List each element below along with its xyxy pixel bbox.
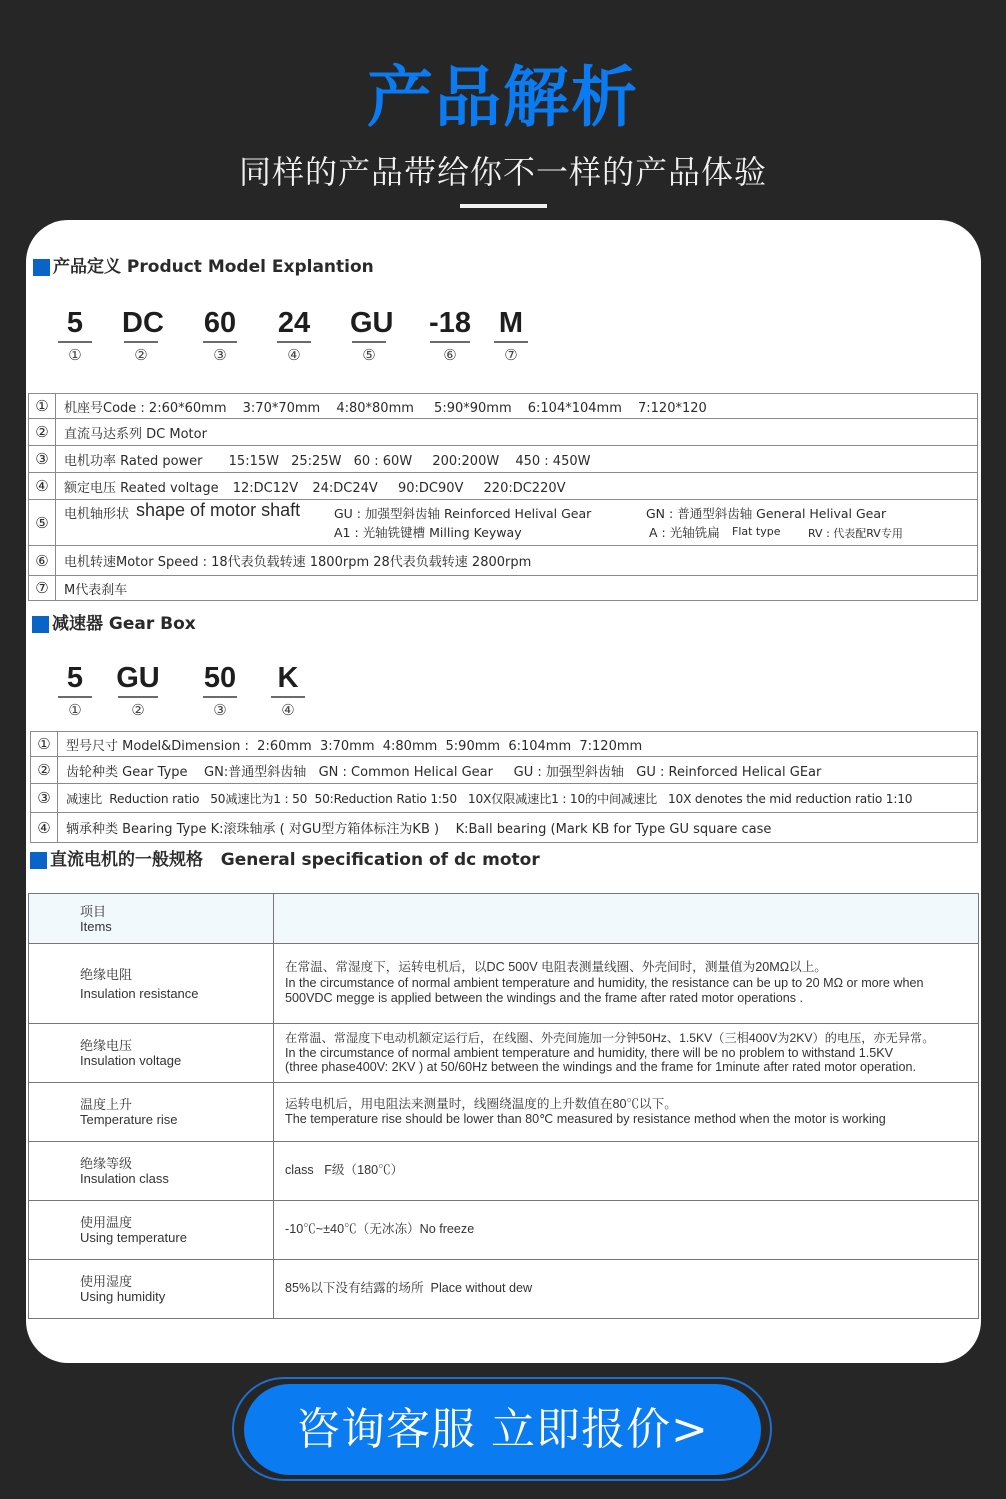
row-content: M代表刹车 [56, 576, 978, 601]
code-value: DC [122, 307, 164, 339]
spec-description: -10℃~±40℃（无冰冻）No freeze [274, 1201, 979, 1260]
spec-item [29, 1024, 274, 1083]
code-value: 5 [66, 662, 84, 694]
row-content [56, 473, 978, 500]
code-index: ② [131, 701, 145, 719]
code-index: ④ [281, 701, 295, 719]
model-code [201, 306, 239, 367]
row-number: ④ [29, 473, 56, 500]
section-title-general-spec [30, 849, 540, 871]
code-index: ② [134, 346, 148, 364]
spec-line: In the circumstance of normal ambient temperature and humidity, there will be no problem to withstand 1.5KV [285, 1045, 894, 1060]
general-spec-table [28, 893, 979, 1319]
spec-item-zh: 绝缘电阻 [80, 966, 133, 982]
header-description [274, 894, 979, 944]
row-part: 5:90*90mm [434, 400, 512, 416]
header-item-en: Items [80, 918, 112, 934]
code-value: K [277, 662, 299, 694]
code-value: 24 [277, 307, 311, 339]
table-row [29, 1083, 979, 1142]
spec-description [274, 1083, 979, 1142]
section-marker-icon [33, 259, 50, 276]
spec-item-en: Insulation class [80, 1171, 169, 1186]
code-value: GU [116, 662, 160, 694]
section-title-text: 减速器 Gear Box [52, 614, 196, 634]
model-code [56, 306, 94, 367]
shaft-option: A : 光轴铣扁 [649, 524, 720, 540]
code-index: ③ [213, 346, 227, 364]
shaft-option: GU : 加强型斜齿轴 Reinforced Helival Gear [334, 505, 592, 521]
spec-line: 在常温、常湿度下电动机额定运行后，在线圈、外壳间施加一分钟50Hz、1.5KV（三相400V为2KV）的电压，亦无异常。 [285, 1031, 935, 1046]
table-row [31, 732, 978, 757]
table-row [31, 757, 978, 784]
gear-code [201, 661, 239, 722]
spec-line: The temperature rise should be lower than 80℃ measured by resistance method when the motor is working [285, 1112, 886, 1126]
section-marker-icon [30, 852, 47, 869]
code-value: 60 [203, 307, 237, 339]
table-row [29, 1201, 979, 1260]
row-label-zh: 电机轴形状 [64, 506, 130, 522]
spec-item-en: Insulation voltage [80, 1053, 182, 1068]
table-row [29, 500, 978, 546]
table-row [29, 944, 979, 1024]
row-number: ④ [31, 813, 58, 843]
row-number: ① [31, 732, 58, 757]
shaft-option: RV : 代表配RV专用 [808, 526, 903, 540]
code-value: 50 [203, 662, 237, 694]
gear-code [116, 661, 160, 722]
code-value: M [498, 307, 524, 339]
spec-line: 500VDC megge is applied between the windings and the frame after rated motor operations . [285, 991, 804, 1006]
row-part: 7:120*120 [638, 400, 707, 416]
code-value: 5 [66, 307, 84, 339]
code-index: ① [68, 346, 82, 364]
spec-item [29, 1260, 274, 1319]
row-part: 60 : 60W [353, 453, 413, 469]
row-number: ③ [29, 446, 56, 473]
table-row [29, 473, 978, 500]
code-index: ④ [287, 346, 301, 364]
code-index: ① [68, 701, 82, 719]
spec-description [274, 944, 979, 1024]
section-title-gear-box [32, 613, 196, 635]
model-code [122, 306, 164, 367]
model-code [350, 306, 394, 367]
table-row [31, 813, 978, 843]
spec-item [29, 1142, 274, 1201]
model-code [492, 306, 530, 367]
spec-description: class F级（180℃） [274, 1142, 979, 1201]
page-title: 产品解析 [367, 59, 639, 136]
row-part: 200:200W [432, 453, 500, 469]
spec-item [29, 1083, 274, 1142]
spec-item-en: Temperature rise [80, 1112, 178, 1127]
row-part: 15:15W [228, 453, 279, 469]
spec-description [274, 1024, 979, 1083]
spec-item [29, 944, 274, 1024]
section-title-product-model [33, 256, 374, 278]
spec-line: 在常温、常湿度下，运转电机后，以DC 500V 电阻表测量线圈、外壳间时，测量值为20MΩ以上。 [285, 960, 827, 975]
row-label: 机座号Code : 2:60*60mm [64, 400, 227, 416]
row-part: 90:DC90V [397, 480, 464, 496]
row-part: 4:80*80mm [336, 400, 414, 416]
section-title-text: 产品定义 Product Model Explantion [53, 257, 374, 277]
code-value: -18 [429, 307, 471, 339]
row-label-en: shape of motor shaft [136, 499, 301, 520]
content-card [26, 220, 981, 1363]
code-index: ⑥ [443, 346, 457, 364]
table-row [29, 546, 978, 576]
row-content: 直流马达系列 DC Motor [56, 419, 978, 446]
table-row [29, 1142, 979, 1201]
model-code [428, 306, 472, 367]
product-model-table [28, 393, 978, 601]
row-content: 电机转速Motor Speed : 18代表负载转速 1800rpm 28代表负载转速 2800rpm [56, 546, 978, 576]
row-number: ⑤ [29, 500, 56, 546]
section-marker-icon [32, 616, 49, 633]
spec-item-zh: 使用温度 [80, 1215, 133, 1230]
spec-item-en: Insulation resistance [80, 985, 199, 1001]
row-label: 电机功率 Rated power [64, 453, 203, 469]
row-part: 25:25W [291, 453, 342, 469]
page-subtitle: 同样的产品带给你不一样的产品体验 [238, 153, 767, 191]
header-item-zh: 项目 [80, 903, 107, 919]
row-content [56, 500, 978, 546]
row-number: ⑦ [29, 576, 56, 601]
table-row [31, 784, 978, 813]
row-number: ① [29, 394, 56, 419]
row-part: 450 : 450W [515, 453, 591, 469]
spec-item [29, 1201, 274, 1260]
table-row [29, 394, 978, 419]
gear-code [269, 661, 307, 722]
code-index: ⑦ [504, 346, 518, 364]
row-number: ② [29, 419, 56, 446]
spec-line: (three phase400V: 2KV ) at 50/60Hz between the windings and the frame for 1minute after rated motor operation. [285, 1060, 916, 1075]
model-code [275, 306, 313, 367]
spec-line: In the circumstance of normal ambient temperature and humidity, the resistance can be up to 20 MΩ or more when [285, 975, 924, 990]
spec-line: 运转电机后，用电阻法来测量时，线圈绕温度的上升数值在80℃以下。 [285, 1096, 677, 1111]
table-row [29, 1024, 979, 1083]
spec-item-zh: 绝缘等级 [80, 1156, 133, 1171]
gear-box-table [30, 731, 978, 843]
row-part: 12:DC12V [232, 480, 299, 496]
row-part: 220:DC220V [483, 480, 566, 496]
row-content: 辆承种类 Bearing Type K:滚珠轴承 ( 对GU型方箱体标注为KB ) K:Ball bearing (Mark KB for Type GU square case [58, 813, 978, 843]
spec-item-zh: 使用湿度 [80, 1274, 133, 1289]
code-value: GU [350, 307, 394, 339]
code-index: ③ [213, 701, 227, 719]
section-title-text: 直流电机的一般规格 General specification of dc motor [50, 850, 540, 870]
row-part: 3:70*70mm [242, 400, 321, 416]
spec-item-en: Using humidity [80, 1289, 166, 1304]
row-number: ② [31, 757, 58, 784]
table-row [29, 576, 978, 601]
row-content: 齿轮种类 Gear Type GN:普通型斜齿轴 GN : Common Helical Gear GU : 加强型斜齿轴 GU : Reinforced Helical GEar [58, 757, 978, 784]
spec-item-en: Using temperature [80, 1230, 187, 1245]
row-number: ⑥ [29, 546, 56, 576]
shaft-option: Flat type [732, 524, 781, 538]
spec-description: 85%以下没有结露的场所 Place without dew [274, 1260, 979, 1319]
gear-code [56, 661, 94, 722]
consult-quote-button[interactable]: 咨询客服 立即报价> [244, 1384, 761, 1475]
row-content: 减速比 Reduction ratio 50减速比为1 : 50 50:Reduction Ratio 1:50 10X仅限减速比1 : 10的中间减速比 10X denotes the mid reduction ratio 1:10 [58, 784, 978, 813]
spec-item-zh: 绝缘电压 [80, 1038, 133, 1053]
title-divider [460, 204, 547, 208]
shaft-option: A1 : 光轴铣键槽 Milling Keyway [334, 524, 522, 540]
row-number: ③ [31, 784, 58, 813]
shaft-option: GN : 普通型斜齿轴 General Helival Gear [646, 505, 887, 521]
row-part: 6:104*104mm [527, 400, 622, 416]
row-content: 型号尺寸 Model&Dimension : 2:60mm 3:70mm 4:80mm 5:90mm 6:104mm 7:120mm [58, 732, 978, 757]
row-content [56, 446, 978, 473]
header-items [29, 894, 274, 944]
row-part: 24:DC24V [312, 480, 378, 496]
table-header-row [29, 894, 979, 944]
table-row [29, 1260, 979, 1319]
row-content [56, 394, 978, 419]
row-label: 额定电压 Reated voltage [64, 480, 219, 496]
table-row [29, 419, 978, 446]
code-index: ⑤ [362, 346, 376, 364]
table-row [29, 446, 978, 473]
spec-item-zh: 温度上升 [80, 1097, 133, 1112]
